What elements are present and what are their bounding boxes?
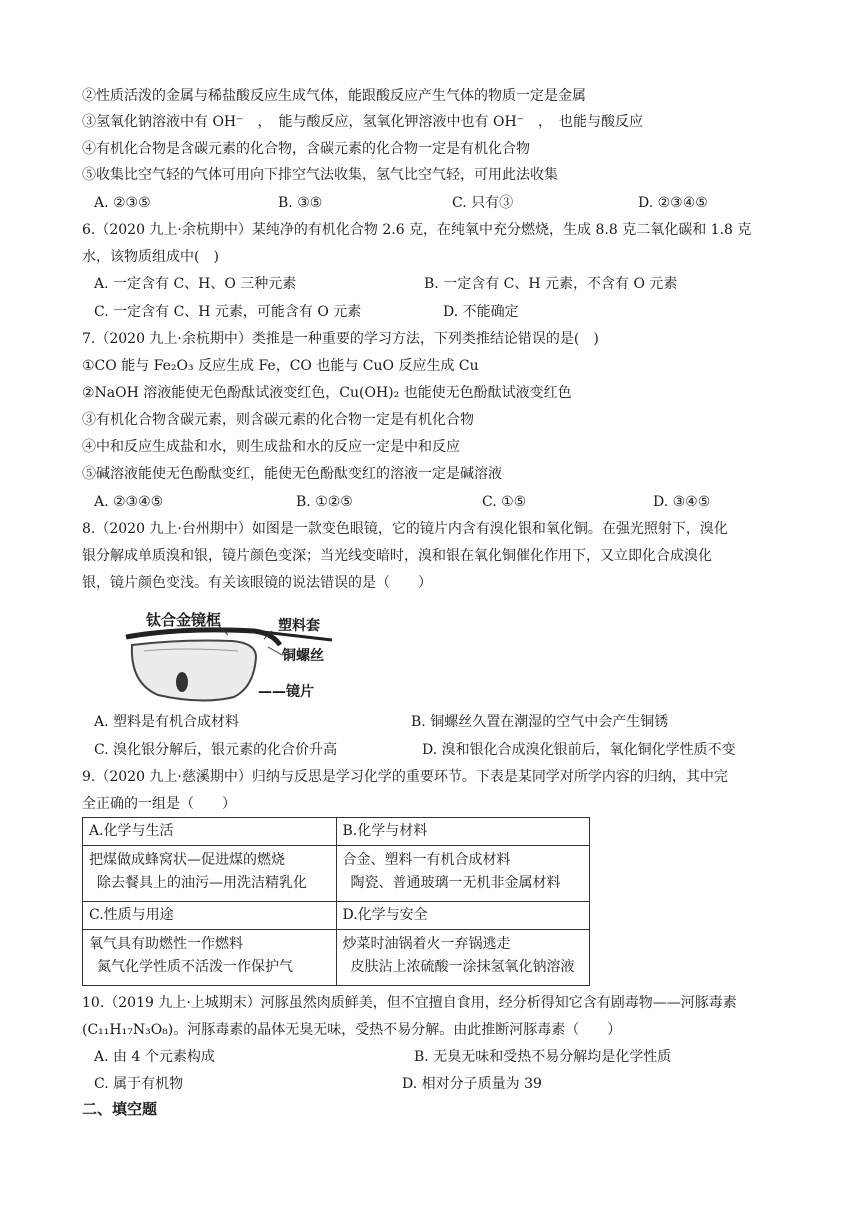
cell-b-line2: 陶瓷、普通玻璃一无机非金属材料 xyxy=(350,875,561,891)
q8-option-d: D. 溴和银化合成溴化银前后，氧化铜化学性质不变 xyxy=(422,742,736,758)
q5-option-b: B. ③⑤ xyxy=(278,195,323,211)
cell-a-body xyxy=(83,846,337,902)
cell-b-head: B.化学与材料 xyxy=(336,818,590,846)
q7-item-4: ④中和反应生成盐和水，则生成盐和水的反应一定是中和反应 xyxy=(82,439,460,455)
q7-item-1: ①CO 能与 Fe₂O₃ 反应生成 Fe，CO 也能与 CuO 反应生成 Cu xyxy=(82,358,479,374)
q7-item-2: ②NaOH 溶液能使无色酚酞试液变红色，Cu(OH)₂ 也能使无色酚酞试液变红色 xyxy=(82,385,572,401)
q10-option-b: B. 无臭无味和受热不易分解均是化学性质 xyxy=(414,1049,672,1065)
q10-option-d: D. 相对分子质量为 39 xyxy=(402,1076,542,1092)
cell-c-line2: 氮气化学性质不活泼一作保护气 xyxy=(97,959,293,975)
figure-label-screw: 铜螺丝 xyxy=(282,648,324,664)
q7-item-3: ③有机化合物含碳元素，则含碳元素的化合物一定是有机化合物 xyxy=(82,412,474,428)
cell-c-line1: 氧气具有助燃性一作燃料 xyxy=(89,936,243,952)
q5-option-a: A. ②③⑤ xyxy=(94,195,151,211)
q7-option-d: D. ③④⑤ xyxy=(653,494,711,510)
q6-option-a: A. 一定含有 C、H、O 三种元素 xyxy=(94,276,297,292)
q6-stem-line1: 6.（2020 九上·余杭期中）某纯净的有机化合物 2.6 克，在纯氧中充分燃烧，生成 8.8 克二氧化碳和 1.8 克 xyxy=(82,222,752,238)
q8-option-b: B. 铜螺丝久置在潮湿的空气中会产生铜锈 xyxy=(411,714,669,730)
q8-stem-line2: 银分解成单质溴和银，镜片颜色变深；当光线变暗时，溴和银在氧化铜催化作用下，又立即化合成溴化 xyxy=(82,548,712,564)
cell-d-head: D.化学与安全 xyxy=(336,902,590,930)
figure-label-lens: ——镜片 xyxy=(258,684,314,700)
q7-stem: 7.（2020 九上·余杭期中）类推是一种重要的学习方法，下列类推结论错误的是( ) xyxy=(82,331,599,347)
q9-stem-line1: 9.（2020 九上·慈溪期中）归纳与反思是学习化学的重要环节。下表是某同学对所学内容的归纳，其中完 xyxy=(82,769,728,785)
cell-d-line2: 皮肤沾上浓硫酸一涂抹氢氧化钠溶液 xyxy=(350,959,575,975)
cell-b-line1: 合金、塑料一有机合成材料 xyxy=(342,852,511,868)
q5-item-2: ②性质活泼的金属与稀盐酸反应生成气体，能跟酸反应产生气体的物质一定是金属 xyxy=(82,88,586,104)
figure-label-sleeve: 塑料套 xyxy=(278,618,320,634)
q5-item-3: ③氢氧化钠溶液中有 OH⁻ ， 能与酸反应，氢氧化钾溶液中也有 OH⁻ ， 也能与酸反应 xyxy=(82,114,644,130)
q8-stem-line1: 8.（2020 九上·台州期中）如图是一款变色眼镜，它的镜片内含有溴化银和氧化铜。在强光照射下，溴化 xyxy=(82,521,728,537)
glasses-figure xyxy=(122,605,352,708)
q7-option-c: C. ①⑤ xyxy=(482,494,527,510)
cell-b-body xyxy=(336,846,590,902)
q10-option-a: A. 由 4 个元素构成 xyxy=(94,1049,215,1065)
cell-a-line1: 把煤做成蜂窝状—促进煤的燃烧 xyxy=(89,852,285,868)
q7-option-a: A. ②③④⑤ xyxy=(94,494,164,510)
q7-item-5: ⑤碱溶液能使无色酚酞变红，能使无色酚酞变红的溶液一定是碱溶液 xyxy=(82,466,502,482)
q10-option-c: C. 属于有机物 xyxy=(94,1076,184,1092)
q9-summary-table xyxy=(82,817,590,986)
q6-option-d: D. 不能确定 xyxy=(443,304,519,320)
q6-stem-line2: 水，该物质组成中( ) xyxy=(82,249,219,265)
cell-c-body xyxy=(83,930,337,986)
q6-option-b: B. 一定含有 C、H 元素，不含有 O 元素 xyxy=(424,276,678,292)
q5-item-4: ④有机化合物是含碳元素的化合物，含碳元素的化合物一定是有机化合物 xyxy=(82,141,530,157)
q10-stem-line2: (C₁₁H₁₇N₃O₈)。河豚毒素的晶体无臭无味，受热不易分解。由此推断河豚毒素（ ） xyxy=(82,1022,622,1038)
q8-option-a: A. 塑料是有机合成材料 xyxy=(94,714,240,730)
figure-label-frame: 钛合金镜框 xyxy=(146,611,222,629)
q5-item-5: ⑤收集比空气轻的气体可用向下排空气法收集，氢气比空气轻，可用此法收集 xyxy=(82,167,558,183)
section-title: 二、填空题 xyxy=(82,1100,158,1118)
q9-stem-line2: 全正确的一组是（ ） xyxy=(82,796,236,812)
cell-d-body xyxy=(336,930,590,986)
q10-stem-line1: 10.（2019 九上·上城期末）河豚虽然肉质鲜美，但不宜擅自食用，经分析得知它含有剧毒物——河豚毒素 xyxy=(82,995,737,1011)
q7-option-b: B. ①②⑤ xyxy=(296,494,353,510)
q5-option-d: D. ②③④⑤ xyxy=(638,195,708,211)
q5-option-c: C. 只有③ xyxy=(452,195,514,211)
q8-stem-line3: 银，镜片颜色变浅。有关该眼镜的说法错误的是（ ） xyxy=(82,575,432,591)
cell-a-line2: 除去餐具上的油污—用洗洁精乳化 xyxy=(97,875,307,891)
q6-option-c: C. 一定含有 C、H 元素，可能含有 O 元素 xyxy=(94,304,362,320)
cell-a-head: A.化学与生活 xyxy=(83,818,337,846)
cell-d-line1: 炒菜时油锅着火一弃锅逃走 xyxy=(342,936,511,952)
cell-c-head: C.性质与用途 xyxy=(83,902,337,930)
q8-option-c: C. 溴化银分解后，银元素的化合价升高 xyxy=(94,742,338,758)
